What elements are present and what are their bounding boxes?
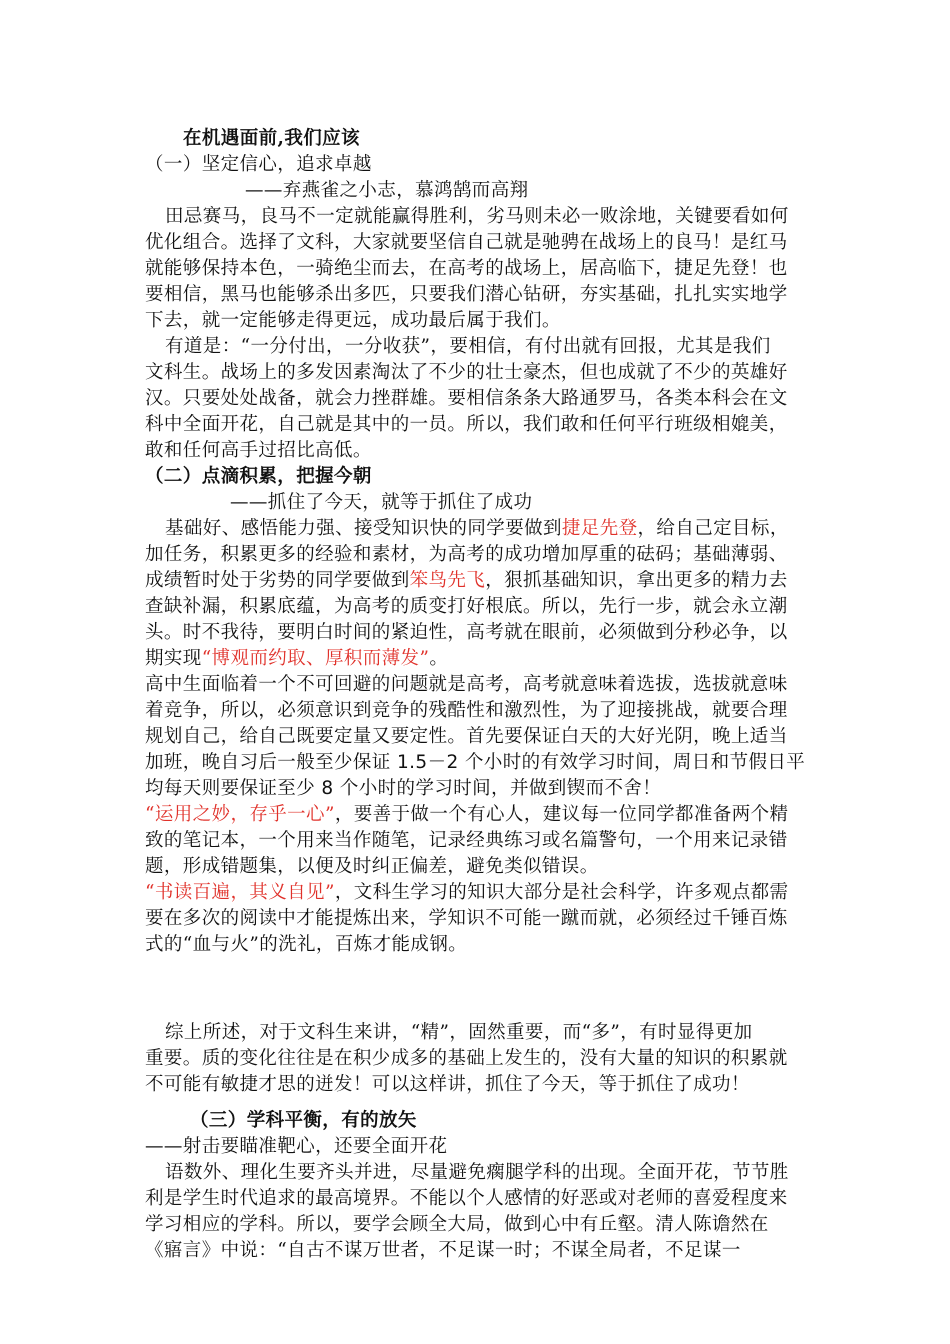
text-run: 均每天则要保证至少	[145, 778, 322, 799]
s2-p1-line-1	[165, 516, 789, 542]
section-2-subtitle: ——抓住了今天，就等于抓住了成功	[230, 492, 533, 513]
s1-p1-line-3: 就能够保持本色，一骑绝尘而去，在高考的战场上，居高临下，捷足先登！也	[145, 258, 788, 279]
text-run: 。	[429, 648, 449, 669]
s2-p5-line-2: 重要。质的变化往往是在积少成多的基础上发生的，没有大量的知识的积累就	[145, 1048, 788, 1069]
section-2-heading: （二）点滴积累，把握今朝	[145, 466, 372, 487]
s3-p1-line-3: 学习相应的学科。所以，要学会顾全大局，做到心中有丘壑。清人陈谵然在	[145, 1214, 769, 1235]
number-text: 1.5－2	[396, 752, 459, 773]
s3-p1-line-4: 《寤言》中说：“自古不谋万世者，不足谋一时；不谋全局者，不足谋一	[145, 1240, 741, 1261]
s1-p2-line-2: 文科生。战场上的多发因素淘汰了不少的壮士豪杰，但也成就了不少的英雄好	[145, 362, 788, 383]
highlight-text: “书读百遍，其义自见”	[145, 882, 335, 903]
s1-p1-line-5: 下去，就一定能够走得更远，成功最后属于我们。	[145, 310, 561, 331]
s1-p1-line-2: 优化组合。选择了文科，大家就要坚信自己就是驰骋在战场上的良马！是红马	[145, 232, 788, 253]
s2-p4-line-3: 式的“血与火”的洗礼，百炼才能成钢。	[145, 934, 468, 955]
section-1-heading: （一）坚定信心，追求卓越	[145, 154, 372, 175]
highlight-text: 笨鸟先飞	[409, 570, 486, 591]
s1-p1-line-1: 田忌赛马，良马不一定就能赢得胜利，劣马则未必一败涂地，关键要看如何	[165, 206, 789, 227]
document-title: 在机遇面前,我们应该	[183, 128, 360, 149]
highlight-text: “运用之妙，存乎一心”	[145, 804, 335, 825]
s2-p3-line-1	[145, 802, 788, 828]
s2-p1-line-5: 头。时不我待，要明白时间的紧迫性，高考就在眼前，必须做到分秒必争，以	[145, 622, 788, 643]
text-run: 个小时的有效学习时间，周日和节假日平	[458, 752, 806, 773]
text-run: ，给自己定目标，	[637, 518, 789, 539]
s3-p1-line-2: 利是学生时代追求的最高境界。不能以个人感情的好恶或对老师的喜爱程度来	[145, 1188, 788, 1209]
highlight-text: 捷足先登	[561, 518, 638, 539]
section-1-subtitle: ——弃燕雀之小志，慕鸿鹄而高翔	[245, 180, 529, 201]
s2-p3-line-3: 题，形成错题集，以便及时纠正偏差，避免类似错误。	[145, 856, 599, 877]
s2-p4-line-2: 要在多次的阅读中才能提炼出来，学知识不可能一蹴而就，必须经过千锤百炼	[145, 908, 788, 929]
text-run: ，要善于做一个有心人，建议每一位同学都准备两个精	[334, 804, 789, 825]
text-run: 基础好、感悟能力强、接受知识快的同学要做到	[165, 518, 562, 539]
text-run: 成绩暂时处于劣势的同学要做到	[145, 570, 410, 591]
s2-p5-line-1: 综上所述，对于文科生来讲，“精”，固然重要，而“多”，有时显得更加	[165, 1022, 753, 1043]
s2-p2-line-4	[145, 750, 805, 776]
highlight-text: “博观而约取、厚积而薄发”	[201, 648, 430, 669]
s1-p2-line-4: 科中全面开花，自己就是其中的一员。所以，我们敢和任何平行班级相媲美，	[145, 414, 788, 435]
s2-p1-line-4: 查缺补漏，积累底蕴，为高考的质变打好根底。所以，先行一步，就会永立潮	[145, 596, 788, 617]
section-3-heading: （三）学科平衡，有的放矢	[190, 1110, 417, 1131]
s2-p1-line-3	[145, 568, 788, 594]
s2-p2-line-1: 高中生面临着一个不可回避的问题就是高考，高考就意味着选拔，选拔就意味	[145, 674, 788, 695]
s1-p1-line-4: 要相信，黑马也能够杀出多匹，只要我们潜心钻研，夯实基础，扎扎实实地学	[145, 284, 788, 305]
s3-p1-line-1: 语数外、理化生要齐头并进，尽量避免瘸腿学科的出现。全面开花，节节胜	[165, 1162, 789, 1183]
s2-p1-line-2: 加任务，积累更多的经验和素材，为高考的成功增加厚重的砝码；基础薄弱、	[145, 544, 788, 565]
text-run: 个小时的学习时间，并做到锲而不舍！	[333, 778, 662, 799]
text-run: ，狠抓基础知识，拿出更多的精力去	[485, 570, 788, 591]
s1-p2-line-1: 有道是：“一分付出，一分收获”，要相信，有付出就有回报，尤其是我们	[165, 336, 771, 357]
s2-p3-line-2: 致的笔记本，一个用来当作随笔，记录经典练习或名篇警句，一个用来记录错	[145, 830, 788, 851]
s2-p2-line-2: 着竞争，所以，必须意识到竞争的残酷性和激烈性，为了迎接挑战，就要合理	[145, 700, 788, 721]
s1-p2-line-3: 汉。只要处处战备，就会力挫群雄。要相信条条大路通罗马，各类本科会在文	[145, 388, 788, 409]
text-run: 加班，晚自习后一般至少保证	[145, 752, 397, 773]
number-text: 8	[321, 778, 334, 799]
s2-p2-line-3: 规划自己，给自己既要定量又要定性。首先要保证白天的大好光阴，晚上适当	[145, 726, 788, 747]
section-3-subtitle: ——射击要瞄准靶心，还要全面开花	[145, 1136, 448, 1157]
s2-p5-line-3: 不可能有敏捷才思的迸发！可以这样讲，抓住了今天，等于抓住了成功！	[145, 1074, 750, 1095]
s1-p2-line-5: 敢和任何高手过招比高低。	[145, 440, 372, 461]
s2-p2-line-5	[145, 776, 661, 802]
s2-p4-line-1	[145, 880, 788, 906]
text-run: 期实现	[145, 648, 202, 669]
s2-p1-line-6	[145, 646, 448, 672]
text-run: ，文科生学习的知识大部分是社会科学，许多观点都需	[334, 882, 789, 903]
